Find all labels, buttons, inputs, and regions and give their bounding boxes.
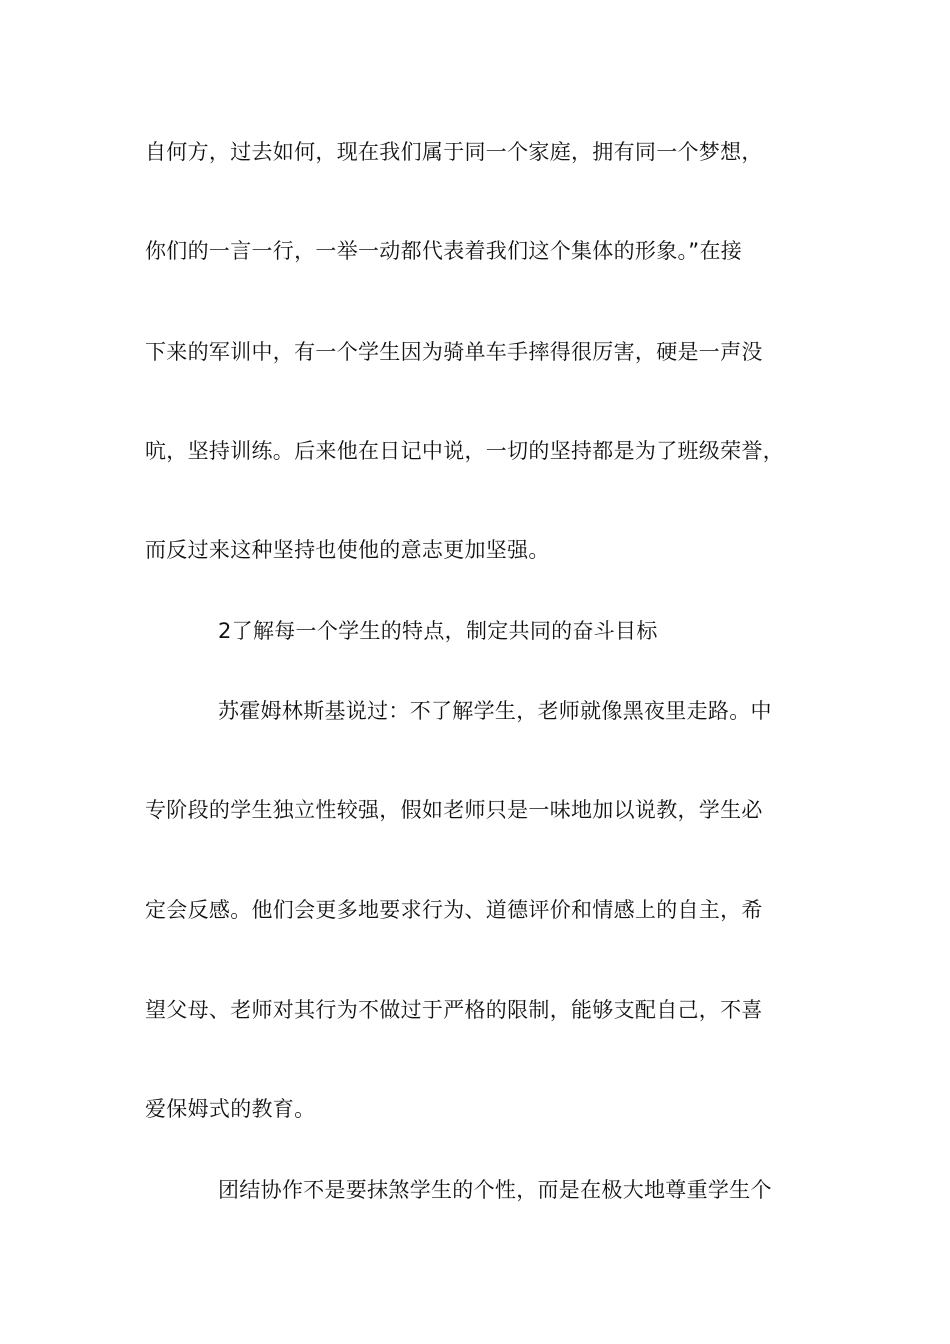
section-heading: 2了解每一个学生的特点，制定共同的奋斗目标 bbox=[218, 619, 658, 643]
paragraph-line: 吭，坚持训练。后来他在日记中说，一切的坚持都是为了班级荣誉， bbox=[145, 439, 784, 463]
paragraph-line: 爱保姆式的教育。 bbox=[145, 1097, 316, 1121]
paragraph-line: 望父母、老师对其行为不做过于严格的限制，能够支配自己，不喜 bbox=[145, 998, 763, 1022]
paragraph-line: 自何方，过去如何，现在我们属于同一个家庭，拥有同一个梦想， bbox=[145, 140, 763, 164]
paragraph-line: 而反过来这种坚持也使他的意志更加坚强。 bbox=[145, 538, 550, 562]
paragraph-line: 定会反感。他们会更多地要求行为、道德评价和情感上的自主，希 bbox=[145, 898, 763, 922]
paragraph-line: 团结协作不是要抹煞学生的个性，而是在极大地尊重学生个 bbox=[218, 1178, 772, 1202]
paragraph-line: 苏霍姆林斯基说过：不了解学生，老师就像黑夜里走路。中 bbox=[218, 699, 772, 723]
paragraph-line: 专阶段的学生独立性较强，假如老师只是一味地加以说教，学生必 bbox=[145, 798, 763, 822]
paragraph-line: 你们的一言一行，一举一动都代表着我们这个集体的形象。”在接 bbox=[145, 239, 743, 263]
paragraph-line: 下来的军训中，有一个学生因为骑单车手摔得很厉害，硬是一声没 bbox=[145, 340, 763, 364]
